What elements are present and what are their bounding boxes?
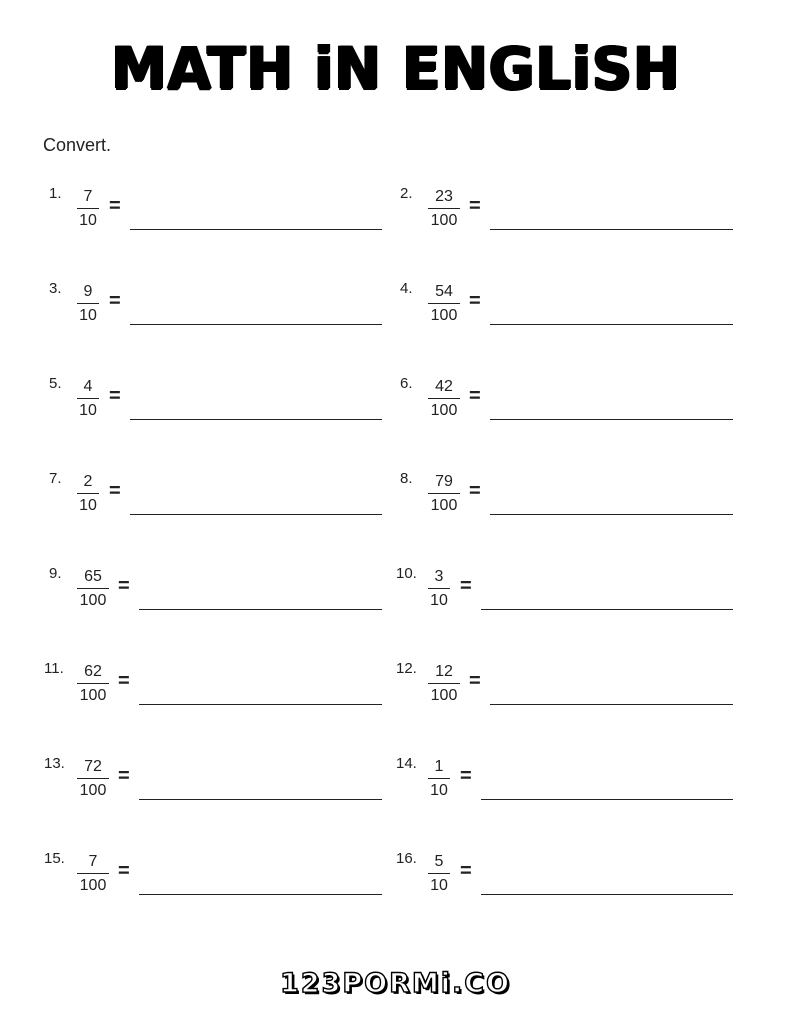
problem-item	[0, 185, 791, 245]
fraction-numerator: 65	[84, 568, 102, 585]
fraction-denominator: 10	[430, 782, 448, 799]
fraction-numerator: 42	[435, 378, 453, 395]
fraction-bar	[77, 778, 109, 779]
answer-line[interactable]	[130, 229, 382, 230]
fraction-denominator: 10	[79, 307, 97, 324]
fraction-bar	[77, 873, 109, 874]
fraction-bar	[77, 683, 109, 684]
fraction-numerator: 3	[434, 568, 444, 585]
fraction-bar	[428, 398, 460, 399]
fraction	[428, 472, 460, 515]
equals-sign: =	[118, 575, 130, 597]
problem-item	[0, 280, 791, 340]
fraction-denominator: 100	[79, 592, 107, 609]
problem-number: 2.	[400, 185, 413, 202]
problem-item	[0, 470, 791, 530]
answer-line[interactable]	[490, 704, 733, 705]
fraction-denominator: 100	[79, 687, 107, 704]
fraction-numerator: 62	[84, 663, 102, 680]
fraction-denominator: 100	[79, 782, 107, 799]
fraction-numerator: 7	[83, 188, 93, 205]
answer-line[interactable]	[139, 894, 382, 895]
problem-number: 4.	[400, 280, 413, 297]
fraction-denominator: 10	[79, 402, 97, 419]
problem-item	[0, 755, 791, 815]
fraction-bar	[428, 778, 450, 779]
answer-line[interactable]	[139, 704, 382, 705]
problem-number: 7.	[49, 470, 62, 487]
problem-item	[0, 375, 791, 435]
fraction-bar	[428, 493, 460, 494]
fraction	[428, 187, 460, 230]
fraction	[76, 377, 100, 420]
answer-line[interactable]	[130, 514, 382, 515]
fraction-bar	[77, 588, 109, 589]
equals-sign: =	[109, 385, 121, 407]
problem-item	[0, 660, 791, 720]
problem-item	[0, 565, 791, 625]
problem-number: 12.	[396, 660, 417, 677]
problem-number: 14.	[396, 755, 417, 772]
fraction-bar	[428, 683, 460, 684]
answer-line[interactable]	[490, 419, 733, 420]
fraction-denominator: 100	[430, 687, 458, 704]
problem-number: 13.	[44, 755, 65, 772]
fraction-numerator: 9	[83, 283, 93, 300]
equals-sign: =	[460, 765, 472, 787]
instruction-text: Convert.	[43, 135, 112, 155]
equals-sign: =	[118, 765, 130, 787]
fraction-bar	[428, 873, 450, 874]
problem-number: 1.	[49, 185, 62, 202]
fraction-denominator: 10	[79, 212, 97, 229]
fraction	[76, 472, 100, 515]
problem-number: 6.	[400, 375, 413, 392]
answer-line[interactable]	[490, 324, 733, 325]
fraction	[428, 377, 460, 420]
fraction	[77, 567, 109, 610]
answer-line[interactable]	[139, 609, 382, 610]
fraction-numerator: 4	[83, 378, 93, 395]
fraction	[428, 662, 460, 705]
fraction-denominator: 10	[79, 497, 97, 514]
answer-line[interactable]	[481, 894, 733, 895]
fraction-numerator: 1	[434, 758, 444, 775]
fraction-bar	[77, 303, 99, 304]
page-title: MATH iN ENGLiSH	[110, 34, 681, 102]
problem-number: 9.	[49, 565, 62, 582]
answer-line[interactable]	[481, 609, 733, 610]
fraction-bar	[77, 493, 99, 494]
equals-sign: =	[469, 385, 481, 407]
fraction-denominator: 10	[430, 877, 448, 894]
fraction-denominator: 100	[430, 307, 458, 324]
answer-line[interactable]	[139, 799, 382, 800]
fraction	[428, 567, 450, 610]
equals-sign: =	[469, 670, 481, 692]
fraction-bar	[77, 398, 99, 399]
problem-number: 16.	[396, 850, 417, 867]
fraction	[428, 282, 460, 325]
problem-item	[0, 850, 791, 910]
fraction-numerator: 7	[88, 853, 98, 870]
fraction-numerator: 79	[435, 473, 453, 490]
fraction-denominator: 100	[79, 877, 107, 894]
answer-line[interactable]	[130, 419, 382, 420]
fraction-numerator: 12	[435, 663, 453, 680]
answer-line[interactable]	[490, 514, 733, 515]
fraction-bar	[428, 208, 460, 209]
problem-number: 15.	[44, 850, 65, 867]
equals-sign: =	[109, 480, 121, 502]
equals-sign: =	[469, 480, 481, 502]
fraction-bar	[428, 303, 460, 304]
fraction-denominator: 100	[430, 497, 458, 514]
fraction-bar	[77, 208, 99, 209]
fraction-numerator: 54	[435, 283, 453, 300]
site-footer-logo: 123PORMi.CO	[279, 968, 512, 999]
equals-sign: =	[109, 195, 121, 217]
fraction	[76, 282, 100, 325]
fraction-denominator: 100	[430, 402, 458, 419]
fraction-numerator: 23	[435, 188, 453, 205]
equals-sign: =	[469, 290, 481, 312]
answer-line[interactable]	[490, 229, 733, 230]
fraction	[77, 757, 109, 800]
fraction	[77, 852, 109, 895]
problem-number: 3.	[49, 280, 62, 297]
fraction	[76, 187, 100, 230]
problem-number: 5.	[49, 375, 62, 392]
equals-sign: =	[460, 860, 472, 882]
fraction-numerator: 72	[84, 758, 102, 775]
fraction	[428, 757, 450, 800]
fraction	[428, 852, 450, 895]
answer-line[interactable]	[130, 324, 382, 325]
problem-number: 11.	[44, 660, 64, 677]
problem-number: 8.	[400, 470, 413, 487]
fraction-numerator: 5	[434, 853, 444, 870]
fraction-bar	[428, 588, 450, 589]
fraction	[77, 662, 109, 705]
fraction-denominator: 10	[430, 592, 448, 609]
equals-sign: =	[118, 860, 130, 882]
problem-number: 10.	[396, 565, 417, 582]
equals-sign: =	[460, 575, 472, 597]
equals-sign: =	[109, 290, 121, 312]
equals-sign: =	[118, 670, 130, 692]
fraction-numerator: 2	[83, 473, 93, 490]
equals-sign: =	[469, 195, 481, 217]
answer-line[interactable]	[481, 799, 733, 800]
fraction-denominator: 100	[430, 212, 458, 229]
